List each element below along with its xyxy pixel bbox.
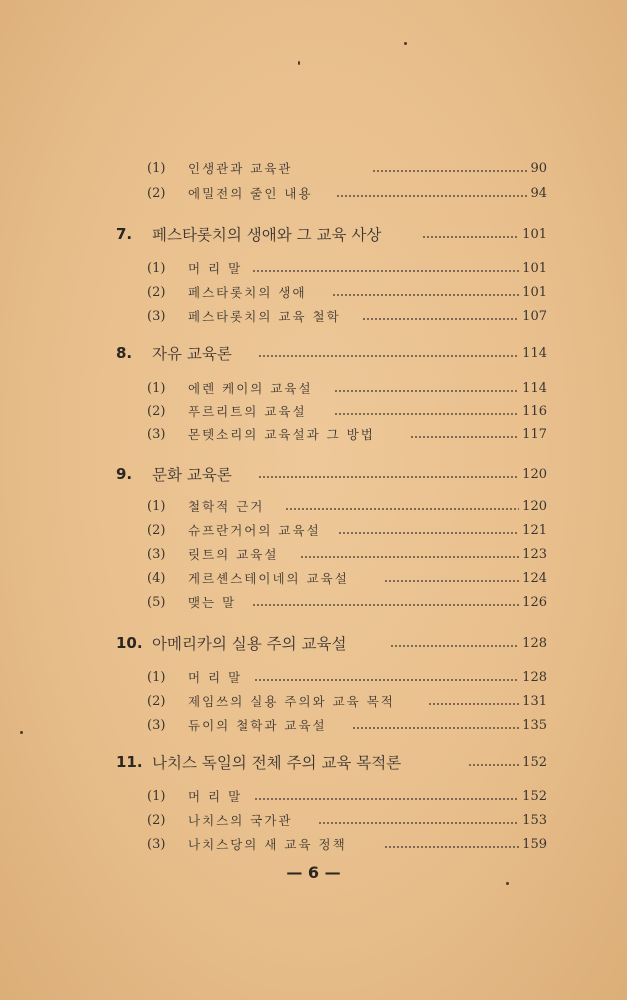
entry-page-number: 126 bbox=[522, 594, 547, 610]
dot-leader bbox=[252, 270, 519, 272]
entry-number: 7. bbox=[116, 225, 133, 243]
entry-number: (2) bbox=[147, 284, 166, 300]
entry-title: 맺는 말 bbox=[188, 595, 237, 610]
dot-leader bbox=[258, 355, 519, 357]
entry-page-number: 128 bbox=[522, 669, 547, 685]
entry-page-number: 94 bbox=[530, 185, 547, 201]
toc-section-entry bbox=[0, 281, 627, 303]
dot-leader bbox=[252, 604, 519, 606]
entry-page-number: 101 bbox=[522, 260, 547, 276]
entry-page-number: 152 bbox=[522, 754, 547, 770]
entry-page-number: 116 bbox=[522, 403, 547, 419]
entry-number: (1) bbox=[147, 260, 166, 276]
toc-chapter-entry bbox=[0, 223, 627, 245]
dot-leader bbox=[254, 798, 519, 800]
toc-section-entry bbox=[0, 400, 627, 422]
entry-title: 머 리 말 bbox=[188, 789, 243, 804]
entry-page-number: 107 bbox=[522, 308, 547, 324]
toc-section-entry bbox=[0, 157, 627, 179]
entry-title: 게르셴스테이네의 교육설 bbox=[188, 571, 349, 586]
dot-leader bbox=[352, 727, 519, 729]
entry-number: 10. bbox=[116, 634, 143, 652]
entry-number: (3) bbox=[147, 717, 166, 733]
entry-title: 나치스의 국가관 bbox=[188, 813, 293, 828]
entry-number: (1) bbox=[147, 788, 166, 804]
entry-number: (4) bbox=[147, 570, 166, 586]
entry-page-number: 123 bbox=[522, 546, 547, 562]
entry-title: 에렌 케이의 교육설 bbox=[188, 381, 313, 396]
dot-leader bbox=[468, 764, 519, 766]
dot-leader bbox=[384, 846, 519, 848]
entry-title: 제임쓰의 실용 주의와 교육 목적 bbox=[188, 694, 395, 709]
entry-title: 에밀전의 줄인 내용 bbox=[188, 186, 313, 201]
entry-number: (2) bbox=[147, 403, 166, 419]
entry-title: 머 리 말 bbox=[188, 670, 243, 685]
dot-leader bbox=[285, 508, 519, 510]
toc-section-entry bbox=[0, 666, 627, 688]
entry-number: (1) bbox=[147, 498, 166, 514]
entry-title: 페스타롯치의 생애와 그 교육 사상 bbox=[152, 226, 382, 244]
dot-leader bbox=[410, 436, 519, 438]
toc-section-entry bbox=[0, 833, 627, 855]
toc-section-entry bbox=[0, 377, 627, 399]
toc-chapter-entry bbox=[0, 342, 627, 364]
entry-title: 슈프란거어의 교육설 bbox=[188, 523, 321, 538]
entry-number: (2) bbox=[147, 812, 166, 828]
entry-title: 푸르리트의 교육설 bbox=[188, 404, 307, 419]
dot-leader bbox=[390, 645, 519, 647]
entry-number: (2) bbox=[147, 693, 166, 709]
entry-page-number: 101 bbox=[522, 284, 547, 300]
entry-title: 몬텟소리의 교육설과 그 방법 bbox=[188, 427, 375, 442]
dot-leader bbox=[334, 413, 519, 415]
dot-leader bbox=[336, 195, 527, 197]
toc-section-entry bbox=[0, 809, 627, 831]
entry-page-number: 120 bbox=[522, 498, 547, 514]
dot-leader bbox=[334, 390, 519, 392]
entry-number: (2) bbox=[147, 522, 166, 538]
entry-number: (3) bbox=[147, 308, 166, 324]
paper-speck bbox=[404, 42, 407, 45]
entry-number: 8. bbox=[116, 344, 133, 362]
toc-section-entry bbox=[0, 423, 627, 445]
toc-section-entry bbox=[0, 182, 627, 204]
entry-page-number: 135 bbox=[522, 717, 547, 733]
dot-leader bbox=[258, 476, 519, 478]
entry-title: 아메리카의 실용 주의 교육설 bbox=[152, 635, 347, 653]
entry-number: (3) bbox=[147, 546, 166, 562]
entry-title: 문화 교육론 bbox=[152, 466, 232, 484]
entry-page-number: 124 bbox=[522, 570, 547, 586]
dot-leader bbox=[372, 170, 527, 172]
toc-section-entry bbox=[0, 543, 627, 565]
dot-leader bbox=[300, 556, 519, 558]
entry-page-number: 117 bbox=[522, 426, 547, 442]
entry-page-number: 159 bbox=[522, 836, 547, 852]
paper-speck bbox=[298, 61, 300, 65]
entry-title: 릿트의 교육설 bbox=[188, 547, 279, 562]
toc-section-entry bbox=[0, 714, 627, 736]
entry-number: (5) bbox=[147, 594, 166, 610]
toc-section-entry bbox=[0, 591, 627, 613]
entry-number: (1) bbox=[147, 380, 166, 396]
entry-page-number: 101 bbox=[522, 226, 547, 242]
entry-page-number: 128 bbox=[522, 635, 547, 651]
dot-leader bbox=[362, 318, 519, 320]
dot-leader bbox=[428, 703, 519, 705]
entry-title: 듀이의 철학과 교육설 bbox=[188, 718, 327, 733]
toc-section-entry bbox=[0, 785, 627, 807]
entry-number: 11. bbox=[116, 753, 143, 771]
dot-leader bbox=[332, 294, 519, 296]
entry-number: (1) bbox=[147, 669, 166, 685]
entry-title: 나치스 독일의 전체 주의 교육 목적론 bbox=[152, 754, 402, 772]
toc-chapter-entry bbox=[0, 632, 627, 654]
entry-page-number: 153 bbox=[522, 812, 547, 828]
toc-section-entry bbox=[0, 519, 627, 541]
dot-leader bbox=[254, 679, 519, 681]
toc-chapter-entry bbox=[0, 463, 627, 485]
toc-section-entry bbox=[0, 305, 627, 327]
toc-section-entry bbox=[0, 257, 627, 279]
entry-page-number: 152 bbox=[522, 788, 547, 804]
entry-number: (3) bbox=[147, 426, 166, 442]
dot-leader bbox=[318, 822, 519, 824]
dot-leader bbox=[384, 580, 519, 582]
entry-title: 나치스당의 새 교육 정책 bbox=[188, 837, 347, 852]
entry-number: (1) bbox=[147, 160, 166, 176]
entry-title: 자유 교육론 bbox=[152, 345, 232, 363]
entry-page-number: 121 bbox=[522, 522, 547, 538]
entry-page-number: 131 bbox=[522, 693, 547, 709]
entry-page-number: 120 bbox=[522, 466, 547, 482]
entry-title: 페스타롯치의 생애 bbox=[188, 285, 307, 300]
entry-page-number: 114 bbox=[522, 345, 547, 361]
toc-chapter-entry bbox=[0, 751, 627, 773]
dot-leader bbox=[338, 532, 519, 534]
entry-number: (2) bbox=[147, 185, 166, 201]
entry-page-number: 90 bbox=[530, 160, 547, 176]
paper-speck bbox=[506, 882, 509, 885]
entry-number: (3) bbox=[147, 836, 166, 852]
entry-title: 철학적 근거 bbox=[188, 499, 265, 514]
toc-section-entry bbox=[0, 567, 627, 589]
entry-number: 9. bbox=[116, 465, 133, 483]
entry-page-number: 114 bbox=[522, 380, 547, 396]
entry-title: 머 리 말 bbox=[188, 261, 243, 276]
page-number: — 6 — bbox=[286, 863, 341, 882]
toc-section-entry bbox=[0, 495, 627, 517]
entry-title: 페스타롯치의 교육 철학 bbox=[188, 309, 341, 324]
entry-title: 인생관과 교육관 bbox=[188, 161, 293, 176]
toc-section-entry bbox=[0, 690, 627, 712]
dot-leader bbox=[422, 236, 519, 238]
